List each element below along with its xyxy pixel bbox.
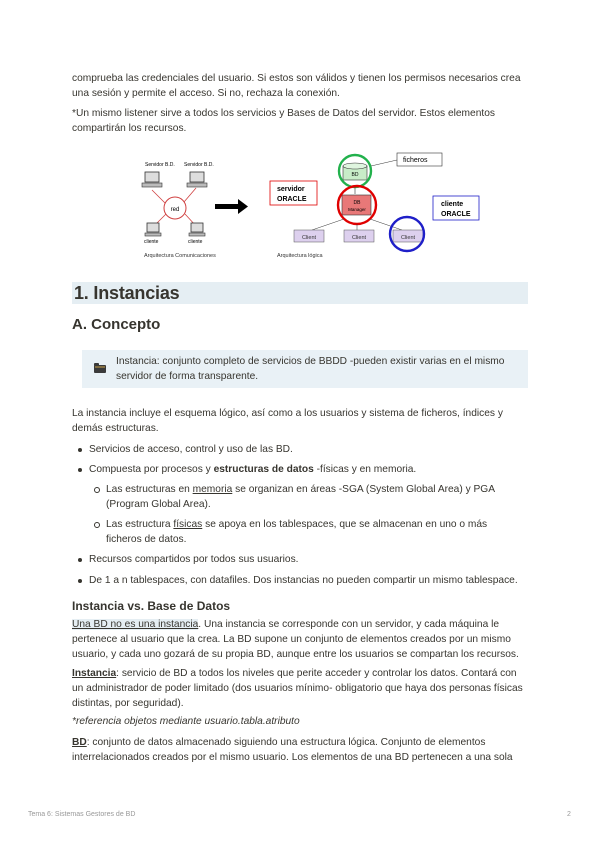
heading-1-band: [72, 282, 528, 304]
text-span: -físicas y en memoria.: [313, 464, 417, 475]
client-box-2-label: Client: [351, 235, 367, 241]
bullet-icon: [78, 579, 82, 583]
logical-caption: Arquitectura lógica: [277, 253, 323, 259]
communications-caption: Arquitectura Comunicaciones: [144, 253, 216, 259]
folder-icon: [94, 363, 106, 373]
underlined-text: memoria: [192, 484, 233, 495]
text-span: Las estructuras en: [106, 484, 193, 495]
subsection-heading: A. Concepto: [72, 316, 161, 333]
bullet-icon: [78, 558, 82, 562]
ficheros-label: ficheros: [403, 157, 428, 164]
client-2-label: cliente: [188, 239, 203, 245]
list-item-text: [106, 482, 516, 512]
bullet-icon: [78, 448, 82, 452]
text-span: : conjunto de datos almacenado siguiendo una estructura lógica. Conjunto de elementos interrelacionados creados por el mismo usuario. Los elementos de una BD pertenecen a una sola: [72, 737, 513, 763]
db-manager-label-1: DB: [353, 200, 361, 206]
body2-paragraph-3: *referencia objetos mediante usuario.tabla.atributo: [72, 716, 300, 727]
highlighted-text: Una BD no es una instancia: [72, 619, 199, 630]
subheading: Instancia vs. Base de Datos: [72, 599, 231, 613]
client-box-1-label: Client: [301, 235, 317, 241]
cliente-label-2: ORACLE: [441, 211, 471, 218]
body2-paragraph-2: [72, 666, 528, 711]
underlined-bold-text: Instancia: [72, 668, 117, 679]
list-item-text: Recursos compartidos por todos sus usuarios.: [89, 554, 299, 565]
section-heading: 1. Instancias: [74, 283, 180, 303]
list-item-text: Servicios de acceso, control y uso de las BD.: [89, 444, 293, 455]
servidor-label-1: servidor: [277, 186, 305, 193]
network-label: red: [170, 207, 180, 213]
db-manager-label-2: Manager: [348, 207, 366, 212]
server-2-label: Servidor B.D.: [184, 162, 214, 168]
server-1-label: Servidor B.D.: [145, 162, 175, 168]
cliente-label-1: cliente: [441, 201, 464, 208]
client-1-label: cliente: [144, 239, 159, 245]
body2-paragraph-4: [72, 735, 528, 765]
text-span: se organizan en áreas -SGA (System Global Area) y PGA (Program Global Area).: [106, 484, 495, 510]
circle-bullet-icon: [94, 487, 100, 493]
architecture-diagram: [72, 146, 528, 262]
bullet-icon: [78, 468, 82, 472]
bold-text: estructuras de datos: [213, 464, 314, 475]
callout-text: Instancia: conjunto completo de servicios de BBDD -pueden existir varias en el mismo servidor de forma transparente.: [116, 356, 505, 382]
intro-paragraph-2: *Un mismo listener sirve a todos los servicios y Bases de Datos del servidor. Estos elementos compartirán los recursos.: [72, 108, 495, 134]
list-item-text: [89, 462, 519, 477]
server-2-icon: [187, 172, 207, 187]
list-item-text: De 1 a n tablespaces, con datafiles. Dos instancias no pueden compartir un mismo tablespace.: [89, 575, 518, 586]
intro-paragraph-1: comprueba las credenciales del usuario. Si estos son válidos y tienen los permisos necesarios crea una sesión y permite el acceso. Si no, rechaza la conexión.: [72, 73, 521, 99]
servidor-label-2: ORACLE: [277, 196, 307, 203]
underlined-bold-text: BD: [72, 737, 87, 748]
list-item-text: [106, 517, 516, 547]
server-1-icon: [142, 172, 162, 187]
callout-box: [82, 350, 528, 388]
logical-architecture: [270, 153, 479, 259]
circle-bullet-icon: [94, 522, 100, 528]
text-span: . Una instancia se corresponde con un servidor, y cada máquina le pertenece al usuario que la crea. La BD supone un conjunto de elementos creados por un mismo usuario, y cada uno gozará de su propia BD, aunque entre los usuarios se compartan los recursos.: [72, 619, 519, 660]
arrow-right-icon: [215, 199, 248, 214]
footer-left: Tema 6: Sistemas Gestores de BD: [28, 811, 136, 818]
body-paragraph-1: La instancia incluye el esquema lógico, así como a los usuarios y sistema de ficheros, índices y demás estructuras.: [72, 408, 503, 434]
communications-architecture: [142, 162, 216, 259]
underlined-text: físicas: [173, 519, 203, 530]
body2-paragraph-1: [72, 617, 528, 662]
text-span: Compuesta por procesos y: [89, 464, 214, 475]
db-top-label: BD: [351, 172, 359, 178]
client-1-icon: [145, 223, 161, 236]
text-span: : servicio de BD a todos los niveles que perite acceder y controlar los datos. Contará con un administrador de poder limitado (dos usuarios mínimo- obligatorio que haya dos personas físicas distintas, por seguridad).: [72, 668, 523, 709]
client-2-icon: [189, 223, 205, 236]
text-span: Las estructura: [106, 519, 174, 530]
client-box-3-label: Client: [400, 235, 416, 241]
page-number: 2: [567, 811, 571, 818]
text-span: se apoya en los tablespaces, que se almacenan en uno o más ficheros de datos.: [106, 519, 488, 545]
